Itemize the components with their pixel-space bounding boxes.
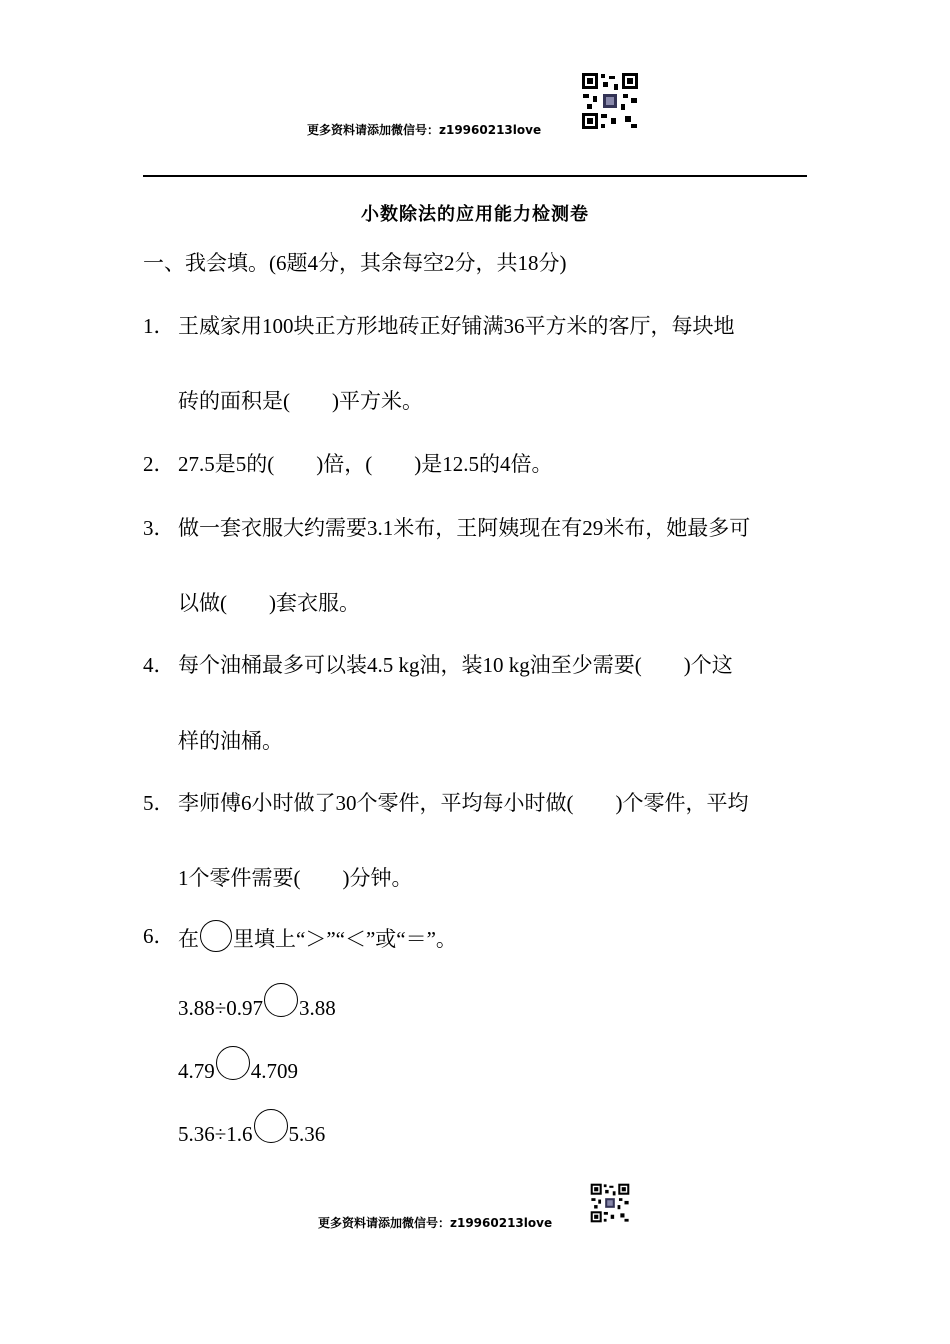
comparison-left: 5.36÷1.6 xyxy=(178,1122,253,1146)
comparison-right: 4.709 xyxy=(250,1059,298,1083)
header-divider xyxy=(143,175,807,177)
question-text: 李师傅6小时做了30个零件，平均每小时做( )个零件，平均 xyxy=(178,791,749,815)
question-2 xyxy=(143,448,553,478)
question-3 xyxy=(143,512,751,542)
comparison-item-1 xyxy=(178,983,336,1021)
question-number: 4． xyxy=(143,653,175,677)
question-text: 王威家用100块正方形地砖正好铺满36平方米的客厅，每块地 xyxy=(178,314,735,338)
page-title: 小数除法的应用能力检测卷 xyxy=(361,204,589,225)
qr-code-icon xyxy=(581,72,639,130)
question-4-continued: 样的油桶。 xyxy=(178,729,283,753)
comparison-item-2 xyxy=(178,1046,298,1084)
question-6 xyxy=(143,920,457,951)
question-1-continued: 砖的面积是( )平方米。 xyxy=(178,389,423,413)
question-4 xyxy=(143,649,733,679)
question-text: 27.5是5的( )倍，( )是12.5的4倍。 xyxy=(178,452,553,476)
question-number: 6． xyxy=(143,924,175,948)
question-text-post: 里填上“＞”“＜”或“＝”。 xyxy=(233,927,457,951)
header-wechat-text: 更多资料请添加微信号：z19960213love xyxy=(307,123,542,137)
question-number: 3． xyxy=(143,516,175,540)
question-1 xyxy=(143,310,735,340)
comparison-right: 5.36 xyxy=(288,1122,326,1146)
footer-wechat-text: 更多资料请添加微信号：z19960213love xyxy=(318,1216,553,1230)
question-3-continued: 以做( )套衣服。 xyxy=(178,591,360,615)
question-text-pre: 在 xyxy=(178,927,199,951)
comparison-right: 3.88 xyxy=(299,996,336,1020)
qr-code-icon xyxy=(590,1183,630,1223)
section-heading: 一、我会填。(6题4分，其余每空2分，共18分) xyxy=(143,251,567,275)
comparison-left: 4.79 xyxy=(178,1059,215,1083)
question-number: 5． xyxy=(143,791,175,815)
question-text: 每个油桶最多可以装4.5 kg油，装10 kg油至少需要( )个这 xyxy=(178,653,733,677)
question-number: 2． xyxy=(143,452,175,476)
question-5 xyxy=(143,787,749,817)
answer-circle-icon[interactable] xyxy=(216,1046,250,1080)
answer-circle-icon[interactable] xyxy=(264,983,298,1017)
question-5-continued: 1个零件需要( )分钟。 xyxy=(178,866,413,890)
answer-circle-icon[interactable] xyxy=(254,1109,288,1143)
question-text: 做一套衣服大约需要3.1米布，王阿姨现在有29米布，她最多可 xyxy=(178,516,751,540)
question-number: 1． xyxy=(143,314,175,338)
comparison-left: 3.88÷0.97 xyxy=(178,996,264,1020)
comparison-item-3 xyxy=(178,1109,325,1147)
comparison-circle-icon xyxy=(200,920,232,952)
